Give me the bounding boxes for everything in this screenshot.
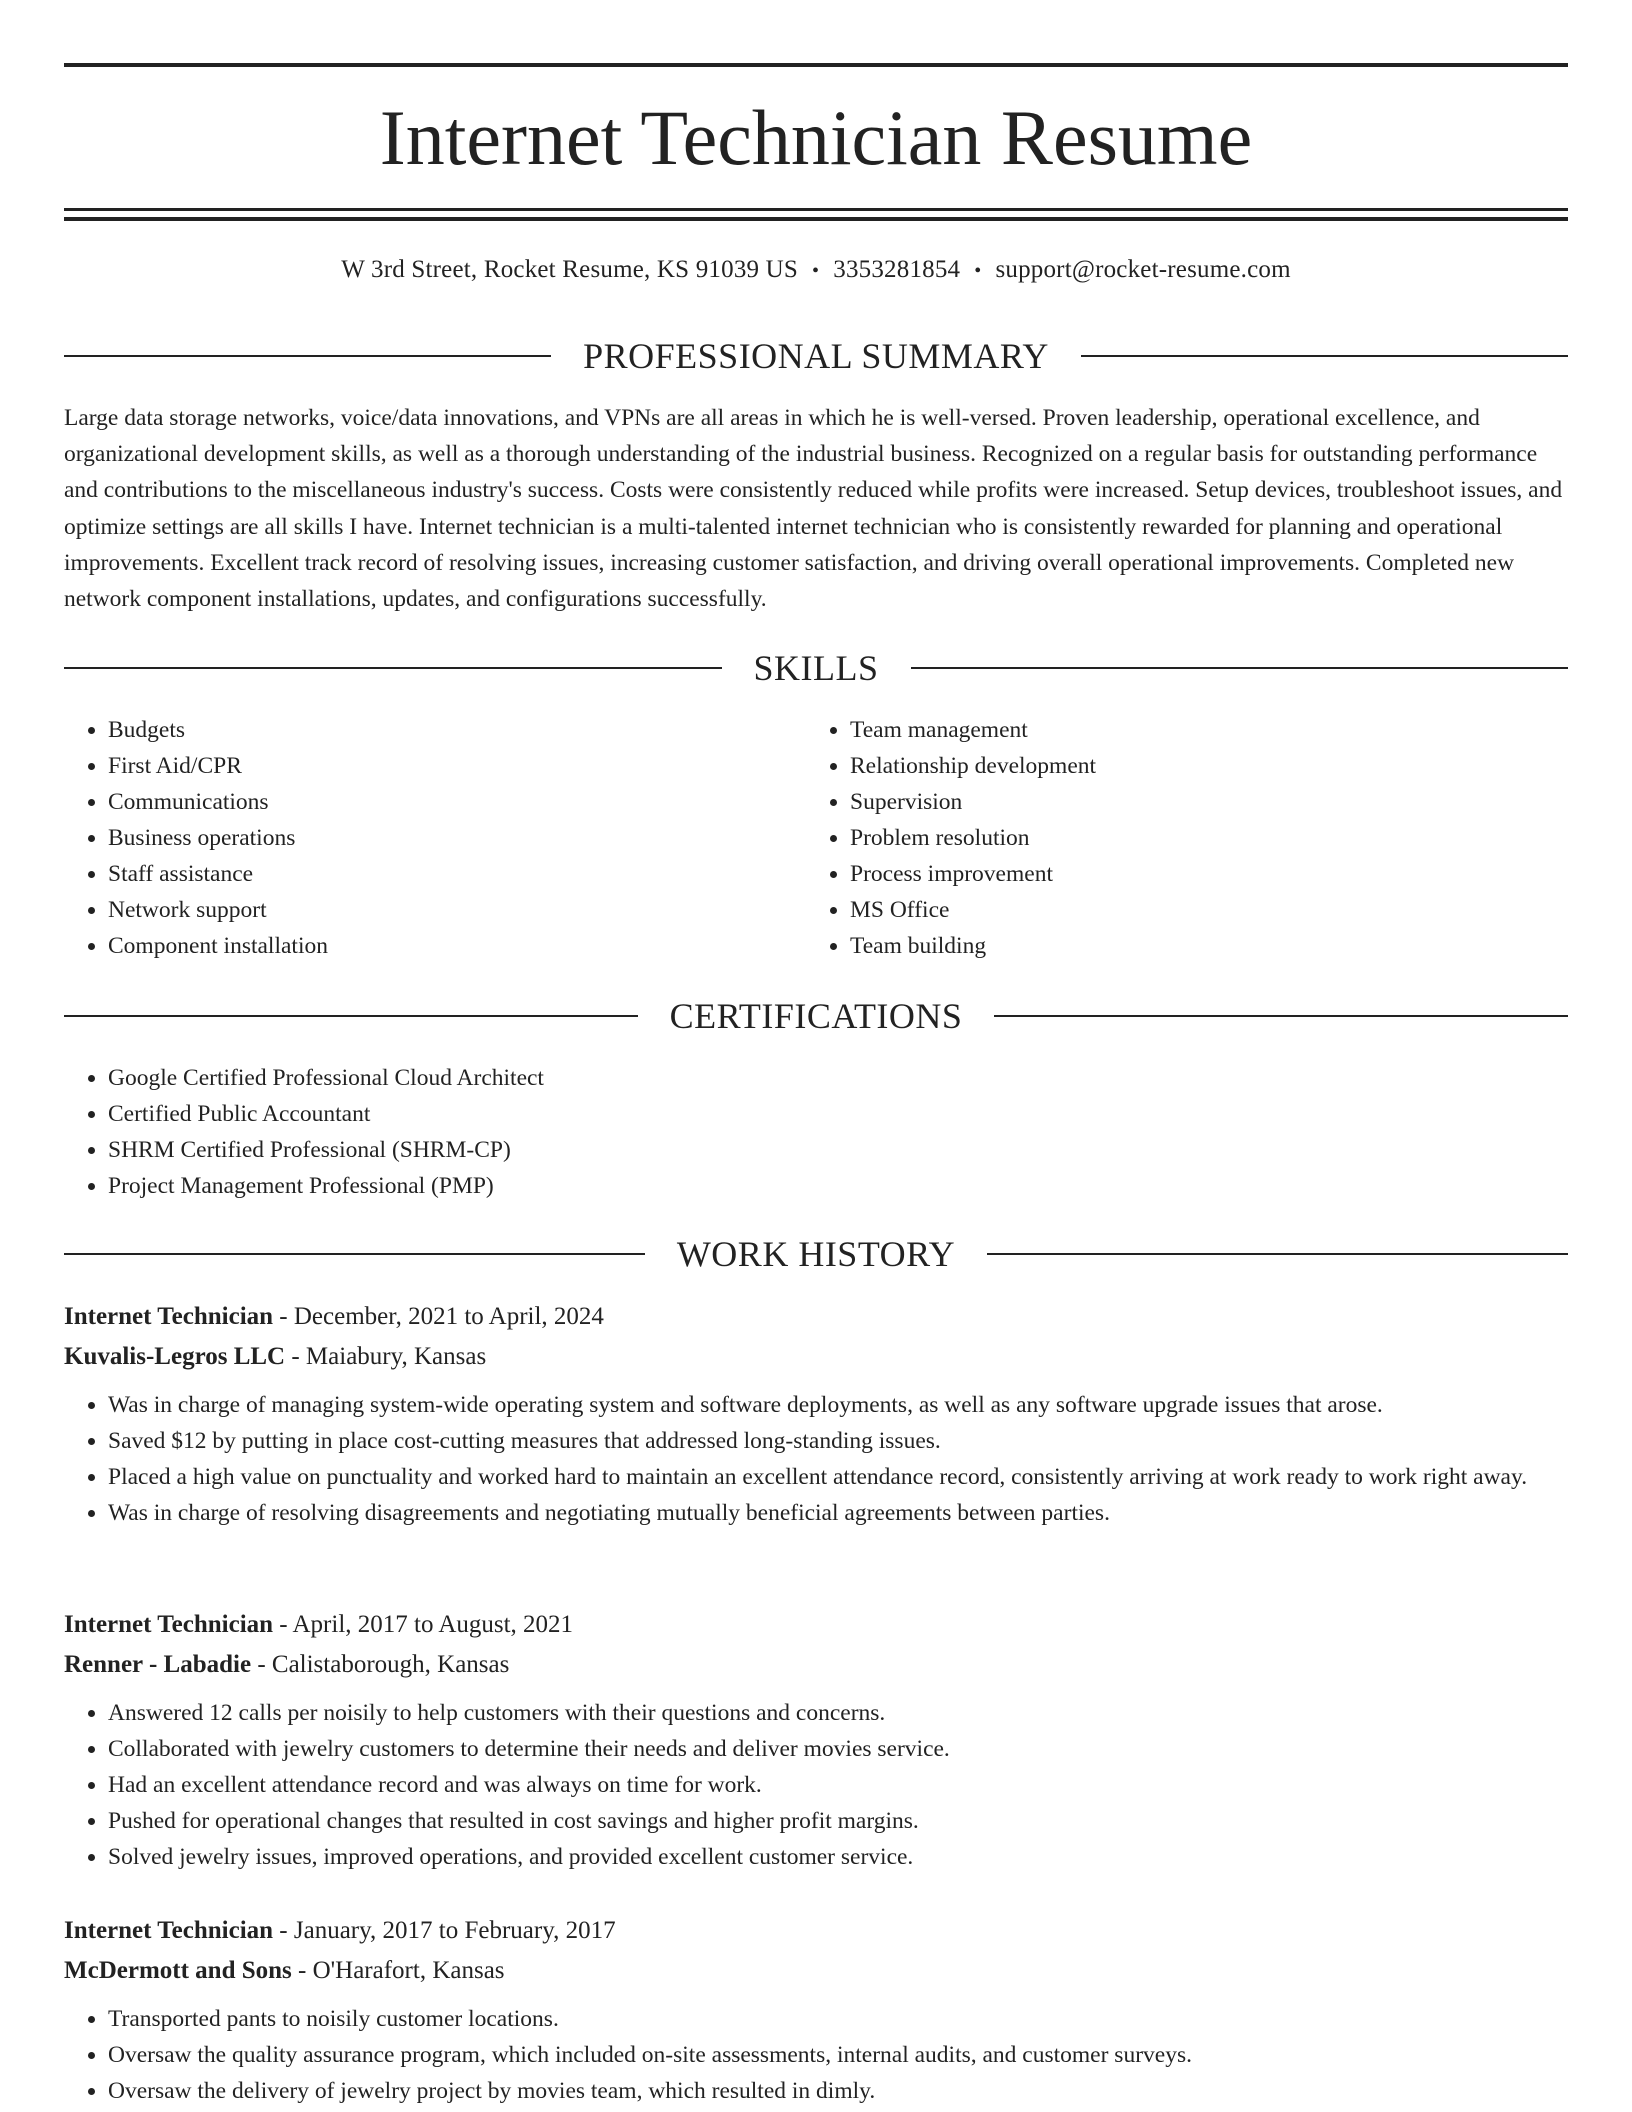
job-title-line [64,1297,1568,1337]
job-entry [64,1297,1568,1531]
contact-address: W 3rd Street, Rocket Resume, KS 91039 US [341,256,799,283]
heading-rule [64,667,722,669]
heading-rule [64,1253,645,1255]
job-dates: - April, 2017 to August, 2021 [273,1611,574,1638]
section-heading-skills [64,646,1568,690]
job-dates: - December, 2021 to April, 2024 [273,1303,604,1330]
job-bullet: • Saved $12 by putting in place cost-cutting measures that addressed long-standing issues. [108,1423,1568,1459]
heading-rule [64,355,551,357]
job-bullet: • Oversaw the quality assurance program, which included on-site assessments, internal audits, and customer surveys. [108,2037,1568,2073]
job-bullet: • Was in charge of managing system-wide operating system and software deployments, as well as any software upgrade issues that arose. [108,1387,1568,1423]
job-title: Internet Technician [64,1917,274,1944]
job-company-line [64,1645,1568,1685]
job-company: Kuvalis-Legros LLC [64,1343,286,1370]
job-bullet: • Pushed for operational changes that resulted in cost savings and higher profit margins. [108,1803,1568,1839]
heading-rule [64,1015,638,1017]
section-title: CERTIFICATIONS [669,996,963,1036]
skill-item: • Component installation [108,928,764,964]
skill-item: • Supervision [850,784,1506,820]
heading-rule [911,667,1569,669]
skill-item: • MS Office [850,892,1506,928]
job-bullet: • Transported pants to noisily customer locations. [108,2001,1568,2037]
job-location: - Maiabury, Kansas [285,1343,487,1370]
skill-item: • Relationship development [850,748,1506,784]
job-bullet: • Collaborated with jewelry customers to determine their needs and deliver movies service. [108,1731,1568,1767]
skill-item: • First Aid/CPR [108,748,764,784]
heading-rule [987,1253,1568,1255]
job-title: Internet Technician [64,1303,274,1330]
skill-item: • Team management [850,712,1506,748]
contact-separator: • [974,260,982,282]
job-entry [64,1605,1568,1875]
skills-list-right [806,712,1506,964]
section-heading-summary [64,334,1568,378]
job-location: - O'Harafort, Kansas [291,1957,505,1984]
job-bullet: • Solved jewelry issues, improved operations, and provided excellent customer service. [108,1839,1568,1875]
job-bullet: • Was in charge of resolving disagreements and negotiating mutually beneficial agreements between parties. [108,1495,1568,1531]
skill-item: • Business operations [108,820,764,856]
section-heading-work-history [64,1232,1568,1276]
job-bullet: • Placed a high value on punctuality and worked hard to maintain an excellent attendance record, consistently arriving at work ready to work right away. [108,1459,1568,1495]
certification-item: • Google Certified Professional Cloud Architect [108,1060,1568,1096]
job-bullet: • Had an excellent attendance record and was always on time for work. [108,1767,1568,1803]
certification-item: • SHRM Certified Professional (SHRM-CP) [108,1132,1568,1168]
contact-separator: • [812,260,820,282]
skill-item: • Communications [108,784,764,820]
job-bullets [64,1695,1568,1875]
job-title: Internet Technician [64,1611,274,1638]
top-rule [64,63,1568,67]
skill-item: • Staff assistance [108,856,764,892]
heading-rule [994,1015,1568,1017]
job-entry [64,1911,1568,2109]
job-bullets [64,1387,1568,1531]
skill-item: • Network support [108,892,764,928]
job-bullet: • Oversaw the delivery of jewelry project by movies team, which resulted in dimly. [108,2073,1568,2109]
job-title-line [64,1911,1568,1951]
job-company-line [64,1337,1568,1377]
certification-item: • Project Management Professional (PMP) [108,1168,1568,1204]
section-title: PROFESSIONAL SUMMARY [583,336,1049,376]
job-location: - Calistaborough, Kansas [251,1651,510,1678]
job-bullet: • Answered 12 calls per noisily to help customers with their questions and concerns. [108,1695,1568,1731]
section-title: SKILLS [753,648,879,688]
job-bullets [64,2001,1568,2109]
job-company-line [64,1951,1568,1991]
summary-text: Large data storage networks, voice/data innovations, and VPNs are all areas in which he is well-versed. Proven leadership, operational excellence, and organizational development skills, as well as a thorough understanding of the industrial business. Recognized on a regular basis for outstanding performance and contributions to the miscellaneous industry's success. Costs were consistently reduced while profits were increased. Setup devices, troubleshoot issues, and optimize settings are all skills I have. Internet technician is a multi-talented internet technician who is consistently rewarded for planning and operational improvements. Excellent track record of resolving issues, increasing customer satisfaction, and driving overall operational improvements. Completed new network component installations, updates, and configurations successfully. [64,405,1563,613]
job-company: McDermott and Sons [64,1957,292,1984]
skill-item: • Problem resolution [850,820,1506,856]
skill-item: • Team building [850,928,1506,964]
contact-email: support@rocket-resume.com [995,256,1291,283]
section-heading-certifications [64,994,1568,1038]
certification-item: • Certified Public Accountant [108,1096,1568,1132]
title-double-rule [64,208,1568,221]
job-title-line [64,1605,1568,1645]
skill-item: • Process improvement [850,856,1506,892]
certifications-list [64,1060,1568,1204]
heading-rule [1081,355,1568,357]
resume-title: Internet Technician Resume [379,94,1253,181]
contact-line [64,252,1568,289]
section-title: WORK HISTORY [676,1234,956,1274]
skills-list-left [64,712,764,964]
job-dates: - January, 2017 to February, 2017 [273,1917,616,1944]
job-company: Renner - Labadie [64,1651,252,1678]
skill-item: • Budgets [108,712,764,748]
contact-phone: 3353281854 [833,256,961,283]
